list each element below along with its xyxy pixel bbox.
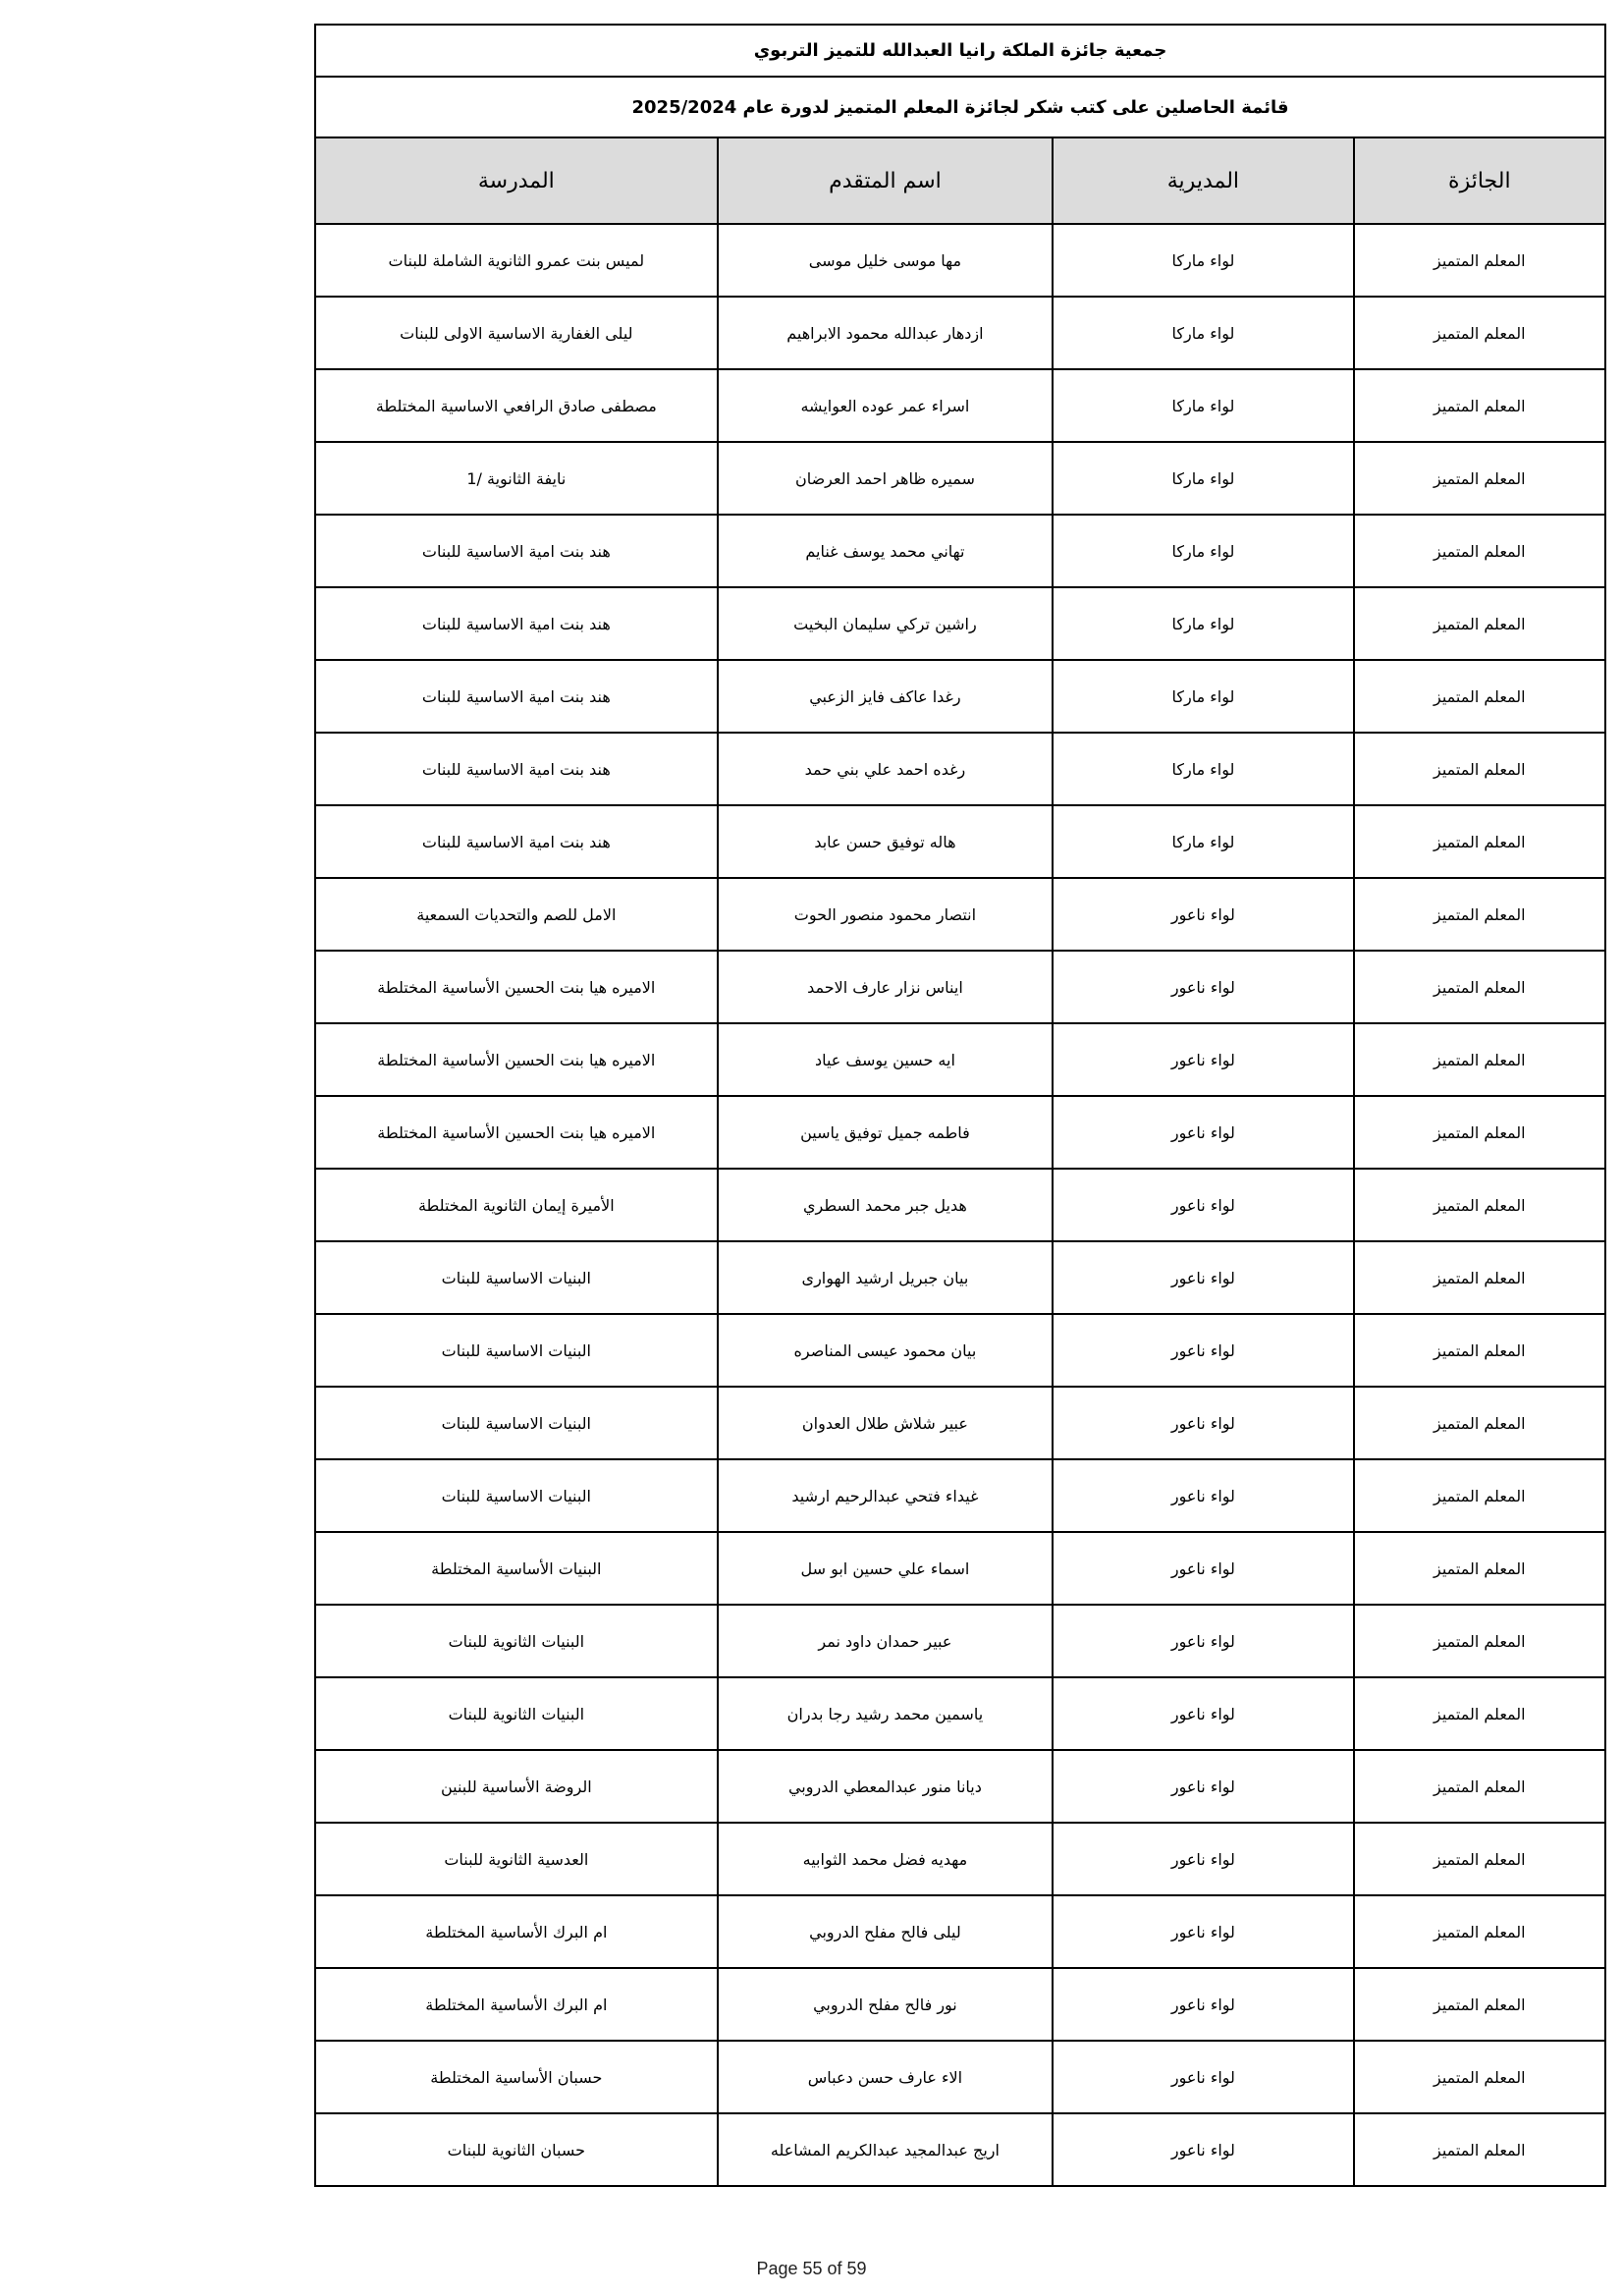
cell-school: هند بنت امية الاساسية للبنات bbox=[315, 660, 718, 733]
table-row bbox=[315, 587, 1605, 660]
cell-directorate: لواء ماركا bbox=[1053, 515, 1353, 587]
cell-school: البنيات الأساسية المختلطة bbox=[315, 1532, 718, 1605]
cell-school: هند بنت امية الاساسية للبنات bbox=[315, 805, 718, 878]
cell-award: المعلم المتميز bbox=[1354, 2041, 1605, 2113]
cell-directorate: لواء ناعور bbox=[1053, 1314, 1353, 1387]
cell-award: المعلم المتميز bbox=[1354, 878, 1605, 951]
cell-award: المعلم المتميز bbox=[1354, 1968, 1605, 2041]
cell-applicant-name: بيان جبريل ارشيد الهوارى bbox=[718, 1241, 1054, 1314]
cell-directorate: لواء ناعور bbox=[1053, 1605, 1353, 1677]
cell-applicant-name: اسراء عمر عوده العوايشه bbox=[718, 369, 1054, 442]
table-row bbox=[315, 1096, 1605, 1169]
header-row bbox=[315, 137, 1605, 224]
cell-award: المعلم المتميز bbox=[1354, 297, 1605, 369]
cell-applicant-name: انتصار محمود منصور الحوت bbox=[718, 878, 1054, 951]
cell-award: المعلم المتميز bbox=[1354, 1823, 1605, 1895]
cell-school: ام البرك الأساسية المختلطة bbox=[315, 1895, 718, 1968]
cell-award: المعلم المتميز bbox=[1354, 587, 1605, 660]
cell-award: المعلم المتميز bbox=[1354, 1314, 1605, 1387]
cell-directorate: لواء ناعور bbox=[1053, 951, 1353, 1023]
table-row bbox=[315, 1241, 1605, 1314]
cell-applicant-name: مها موسى خليل موسى bbox=[718, 224, 1054, 297]
cell-award: المعلم المتميز bbox=[1354, 1750, 1605, 1823]
cell-award: المعلم المتميز bbox=[1354, 1241, 1605, 1314]
cell-school: ليلى الغفارية الاساسية الاولى للبنات bbox=[315, 297, 718, 369]
document-subtitle: قائمة الحاصلين على كتب شكر لجائزة المعلم المتميز لدورة عام 2025/2024 bbox=[315, 77, 1605, 137]
cell-school: الاميره هيا بنت الحسين الأساسية المختلطة bbox=[315, 951, 718, 1023]
table-row bbox=[315, 1823, 1605, 1895]
cell-applicant-name: راشين تركي سليمان البخيت bbox=[718, 587, 1054, 660]
cell-applicant-name: ديانا منور عبدالمعطي الدروبي bbox=[718, 1750, 1054, 1823]
cell-directorate: لواء ناعور bbox=[1053, 1096, 1353, 1169]
awardees-table bbox=[314, 24, 1606, 2187]
cell-award: المعلم المتميز bbox=[1354, 1169, 1605, 1241]
table-row bbox=[315, 733, 1605, 805]
cell-school: ام البرك الأساسية المختلطة bbox=[315, 1968, 718, 2041]
table-row bbox=[315, 224, 1605, 297]
cell-directorate: لواء ماركا bbox=[1053, 442, 1353, 515]
table-row bbox=[315, 297, 1605, 369]
cell-award: المعلم المتميز bbox=[1354, 733, 1605, 805]
page-number: Page 55 of 59 bbox=[756, 2259, 867, 2278]
cell-award: المعلم المتميز bbox=[1354, 224, 1605, 297]
cell-applicant-name: نور فالح مفلح الدروبي bbox=[718, 1968, 1054, 2041]
table-row bbox=[315, 1677, 1605, 1750]
cell-directorate: لواء ماركا bbox=[1053, 660, 1353, 733]
cell-applicant-name: ايناس نزار عارف الاحمد bbox=[718, 951, 1054, 1023]
cell-applicant-name: ليلى فالح مفلح الدروبي bbox=[718, 1895, 1054, 1968]
cell-school: لميس بنت عمرو الثانوية الشاملة للبنات bbox=[315, 224, 718, 297]
cell-school: الاميره هيا بنت الحسين الأساسية المختلطة bbox=[315, 1096, 718, 1169]
cell-school: هند بنت امية الاساسية للبنات bbox=[315, 733, 718, 805]
cell-directorate: لواء ناعور bbox=[1053, 1387, 1353, 1459]
cell-directorate: لواء ناعور bbox=[1053, 1823, 1353, 1895]
cell-directorate: لواء ناعور bbox=[1053, 2041, 1353, 2113]
table-row bbox=[315, 1968, 1605, 2041]
cell-school: الامل للصم والتحديات السمعية bbox=[315, 878, 718, 951]
cell-school: الأميرة إيمان الثانوية المختلطة bbox=[315, 1169, 718, 1241]
header-directorate: المديرية bbox=[1053, 137, 1353, 224]
table-row bbox=[315, 1169, 1605, 1241]
cell-applicant-name: رغدا عاكف فايز الزعبي bbox=[718, 660, 1054, 733]
cell-school: البنيات الاساسية للبنات bbox=[315, 1314, 718, 1387]
cell-award: المعلم المتميز bbox=[1354, 805, 1605, 878]
cell-school: الاميره هيا بنت الحسين الأساسية المختلطة bbox=[315, 1023, 718, 1096]
cell-award: المعلم المتميز bbox=[1354, 951, 1605, 1023]
subtitle-row bbox=[315, 77, 1605, 137]
table-row bbox=[315, 1750, 1605, 1823]
cell-applicant-name: ازدهار عبدالله محمود الابراهيم bbox=[718, 297, 1054, 369]
cell-applicant-name: الاء عارف حسن دعباس bbox=[718, 2041, 1054, 2113]
cell-award: المعلم المتميز bbox=[1354, 1677, 1605, 1750]
cell-directorate: لواء ماركا bbox=[1053, 805, 1353, 878]
header-school: المدرسة bbox=[315, 137, 718, 224]
cell-school: البنيات الاساسية للبنات bbox=[315, 1459, 718, 1532]
table-row bbox=[315, 1459, 1605, 1532]
cell-award: المعلم المتميز bbox=[1354, 2113, 1605, 2186]
title-row bbox=[315, 25, 1605, 77]
cell-applicant-name: ياسمين محمد رشيد رجا بدران bbox=[718, 1677, 1054, 1750]
cell-directorate: لواء ناعور bbox=[1053, 1459, 1353, 1532]
cell-directorate: لواء ناعور bbox=[1053, 1169, 1353, 1241]
cell-directorate: لواء ماركا bbox=[1053, 587, 1353, 660]
cell-directorate: لواء ماركا bbox=[1053, 297, 1353, 369]
table-row bbox=[315, 1387, 1605, 1459]
cell-award: المعلم المتميز bbox=[1354, 1895, 1605, 1968]
cell-school: هند بنت امية الاساسية للبنات bbox=[315, 515, 718, 587]
cell-directorate: لواء ماركا bbox=[1053, 224, 1353, 297]
cell-school: البنيات الاساسية للبنات bbox=[315, 1241, 718, 1314]
cell-award: المعلم المتميز bbox=[1354, 1023, 1605, 1096]
cell-award: المعلم المتميز bbox=[1354, 660, 1605, 733]
cell-school: الروضة الأساسية للبنين bbox=[315, 1750, 718, 1823]
cell-directorate: لواء ناعور bbox=[1053, 2113, 1353, 2186]
cell-applicant-name: سميره ظاهر احمد العرضان bbox=[718, 442, 1054, 515]
header-award: الجائزة bbox=[1354, 137, 1605, 224]
table-row bbox=[315, 805, 1605, 878]
cell-applicant-name: هاله توفيق حسن عابد bbox=[718, 805, 1054, 878]
table-row bbox=[315, 1895, 1605, 1968]
cell-applicant-name: غيداء فتحي عبدالرحيم ارشيد bbox=[718, 1459, 1054, 1532]
table-row bbox=[315, 660, 1605, 733]
table-row bbox=[315, 1605, 1605, 1677]
cell-school: البنيات الثانوية للبنات bbox=[315, 1677, 718, 1750]
cell-school: حسبان الثانوية للبنات bbox=[315, 2113, 718, 2186]
cell-directorate: لواء ناعور bbox=[1053, 1750, 1353, 1823]
cell-applicant-name: عبير حمدان داود نمر bbox=[718, 1605, 1054, 1677]
cell-school: هند بنت امية الاساسية للبنات bbox=[315, 587, 718, 660]
cell-directorate: لواء ناعور bbox=[1053, 1241, 1353, 1314]
cell-directorate: لواء ناعور bbox=[1053, 1023, 1353, 1096]
header-applicant-name: اسم المتقدم bbox=[718, 137, 1054, 224]
cell-award: المعلم المتميز bbox=[1354, 369, 1605, 442]
cell-applicant-name: بيان محمود عيسى المناصره bbox=[718, 1314, 1054, 1387]
cell-directorate: لواء ماركا bbox=[1053, 369, 1353, 442]
cell-applicant-name: مهديه فضل محمد الثوابيه bbox=[718, 1823, 1054, 1895]
cell-applicant-name: فاطمه جميل توفيق ياسين bbox=[718, 1096, 1054, 1169]
cell-award: المعلم المتميز bbox=[1354, 1459, 1605, 1532]
cell-applicant-name: تهاني محمد يوسف غنايم bbox=[718, 515, 1054, 587]
cell-directorate: لواء ناعور bbox=[1053, 1968, 1353, 2041]
cell-school: العدسية الثانوية للبنات bbox=[315, 1823, 718, 1895]
document-title: جمعية جائزة الملكة رانيا العبدالله للتميز التربوي bbox=[315, 25, 1605, 77]
cell-school: مصطفى صادق الرافعي الاساسية المختلطة bbox=[315, 369, 718, 442]
cell-school: البنيات الاساسية للبنات bbox=[315, 1387, 718, 1459]
cell-award: المعلم المتميز bbox=[1354, 515, 1605, 587]
table-row bbox=[315, 515, 1605, 587]
cell-applicant-name: ايه حسين يوسف عياد bbox=[718, 1023, 1054, 1096]
cell-school: البنيات الثانوية للبنات bbox=[315, 1605, 718, 1677]
cell-applicant-name: عبير شلاش طلال العدوان bbox=[718, 1387, 1054, 1459]
cell-directorate: لواء ناعور bbox=[1053, 1532, 1353, 1605]
cell-school: حسبان الأساسية المختلطة bbox=[315, 2041, 718, 2113]
table-row bbox=[315, 1314, 1605, 1387]
table-row bbox=[315, 1532, 1605, 1605]
cell-directorate: لواء ناعور bbox=[1053, 1895, 1353, 1968]
cell-award: المعلم المتميز bbox=[1354, 442, 1605, 515]
cell-award: المعلم المتميز bbox=[1354, 1605, 1605, 1677]
table-row bbox=[315, 442, 1605, 515]
table-row bbox=[315, 878, 1605, 951]
table-row bbox=[315, 1023, 1605, 1096]
cell-directorate: لواء ناعور bbox=[1053, 1677, 1353, 1750]
table-row bbox=[315, 2041, 1605, 2113]
cell-award: المعلم المتميز bbox=[1354, 1387, 1605, 1459]
cell-applicant-name: هديل جبر محمد السطري bbox=[718, 1169, 1054, 1241]
cell-applicant-name: اريج عبدالمجيد عبدالكريم المشاعله bbox=[718, 2113, 1054, 2186]
table-row bbox=[315, 2113, 1605, 2186]
table-row bbox=[315, 369, 1605, 442]
table-row bbox=[315, 951, 1605, 1023]
cell-award: المعلم المتميز bbox=[1354, 1096, 1605, 1169]
cell-directorate: لواء ناعور bbox=[1053, 878, 1353, 951]
cell-directorate: لواء ماركا bbox=[1053, 733, 1353, 805]
cell-school: نايفة الثانوية /1 bbox=[315, 442, 718, 515]
cell-award: المعلم المتميز bbox=[1354, 1532, 1605, 1605]
cell-applicant-name: اسماء علي حسين ابو سل bbox=[718, 1532, 1054, 1605]
cell-applicant-name: رغده احمد علي بني حمد bbox=[718, 733, 1054, 805]
